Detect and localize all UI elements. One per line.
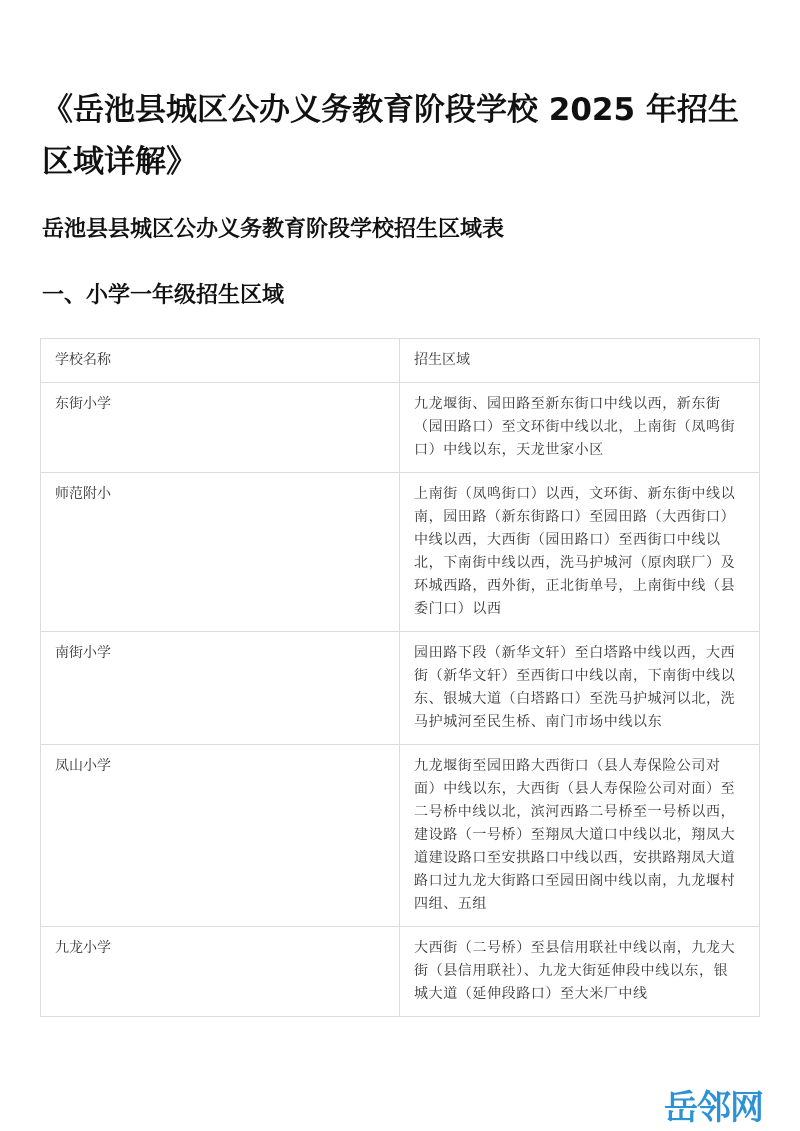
table-row — [41, 383, 760, 473]
enrollment-area-cell: 九龙堰街、园田路至新东街口中线以西，新东街（园田路口）至文环街中线以北，上南街（凤鸣街口）中线以东，天龙世家小区 — [400, 383, 760, 473]
section-heading: 一、小学一年级招生区域 — [42, 283, 285, 308]
site-watermark-logo: 岳邻网 — [664, 1088, 763, 1128]
table-row — [41, 473, 760, 632]
enrollment-area-cell: 九龙堰街至园田路大西街口（县人寿保险公司对面）中线以东，大西街（县人寿保险公司对面）至二号桥中线以北，滨河西路二号桥至一号桥以西，建设路（一号桥）至翔凤大道口中线以北，翔凤大道建设路口至安拱路口中线以西，安拱路翔凤大道路口过九龙大街路口至园田阁中线以南，九龙堰村四组、五组 — [400, 745, 760, 927]
table-header-row — [41, 339, 760, 383]
school-name-cell: 师范附小 — [41, 473, 400, 632]
enrollment-area-cell: 大西街（二号桥）至县信用联社中线以南，九龙大街（县信用联社）、九龙大街延伸段中线以东，银城大道（延伸段路口）至大米厂中线 — [400, 927, 760, 1017]
enrollment-area-cell: 园田路下段（新华文轩）至白塔路中线以西，大西街（新华文轩）至西街口中线以南，下南街中线以东、银城大道（白塔路口）至洗马护城河以北，洗马护城河至民生桥、南门市场中线以东 — [400, 632, 760, 745]
table-title: 岳池县县城区公办义务教育阶段学校招生区域表 — [42, 217, 505, 242]
enrollment-table — [40, 338, 760, 1017]
school-name-cell: 东街小学 — [41, 383, 400, 473]
school-name-cell: 九龙小学 — [41, 927, 400, 1017]
enrollment-area-cell: 上南街（凤鸣街口）以西，文环街、新东街中线以南，园田路（新东街路口）至园田路（大西街口）中线以西，大西街（园田路口）至西街口中线以北，下南街中线以西，洗马护城河（原肉联厂）及环城西路，西外街，正北街单号，上南街中线（县委门口）以西 — [400, 473, 760, 632]
table-row — [41, 632, 760, 745]
school-name-cell: 南街小学 — [41, 632, 400, 745]
column-header-enrollment-area: 招生区域 — [400, 339, 760, 383]
table-row — [41, 927, 760, 1017]
column-header-school-name: 学校名称 — [41, 339, 400, 383]
page-title: 《岳池县城区公办义务教育阶段学校 2025 年招生区域详解》 — [42, 92, 739, 180]
enrollment-table-container — [40, 338, 760, 1050]
table-row — [41, 745, 760, 927]
school-name-cell: 凤山小学 — [41, 745, 400, 927]
